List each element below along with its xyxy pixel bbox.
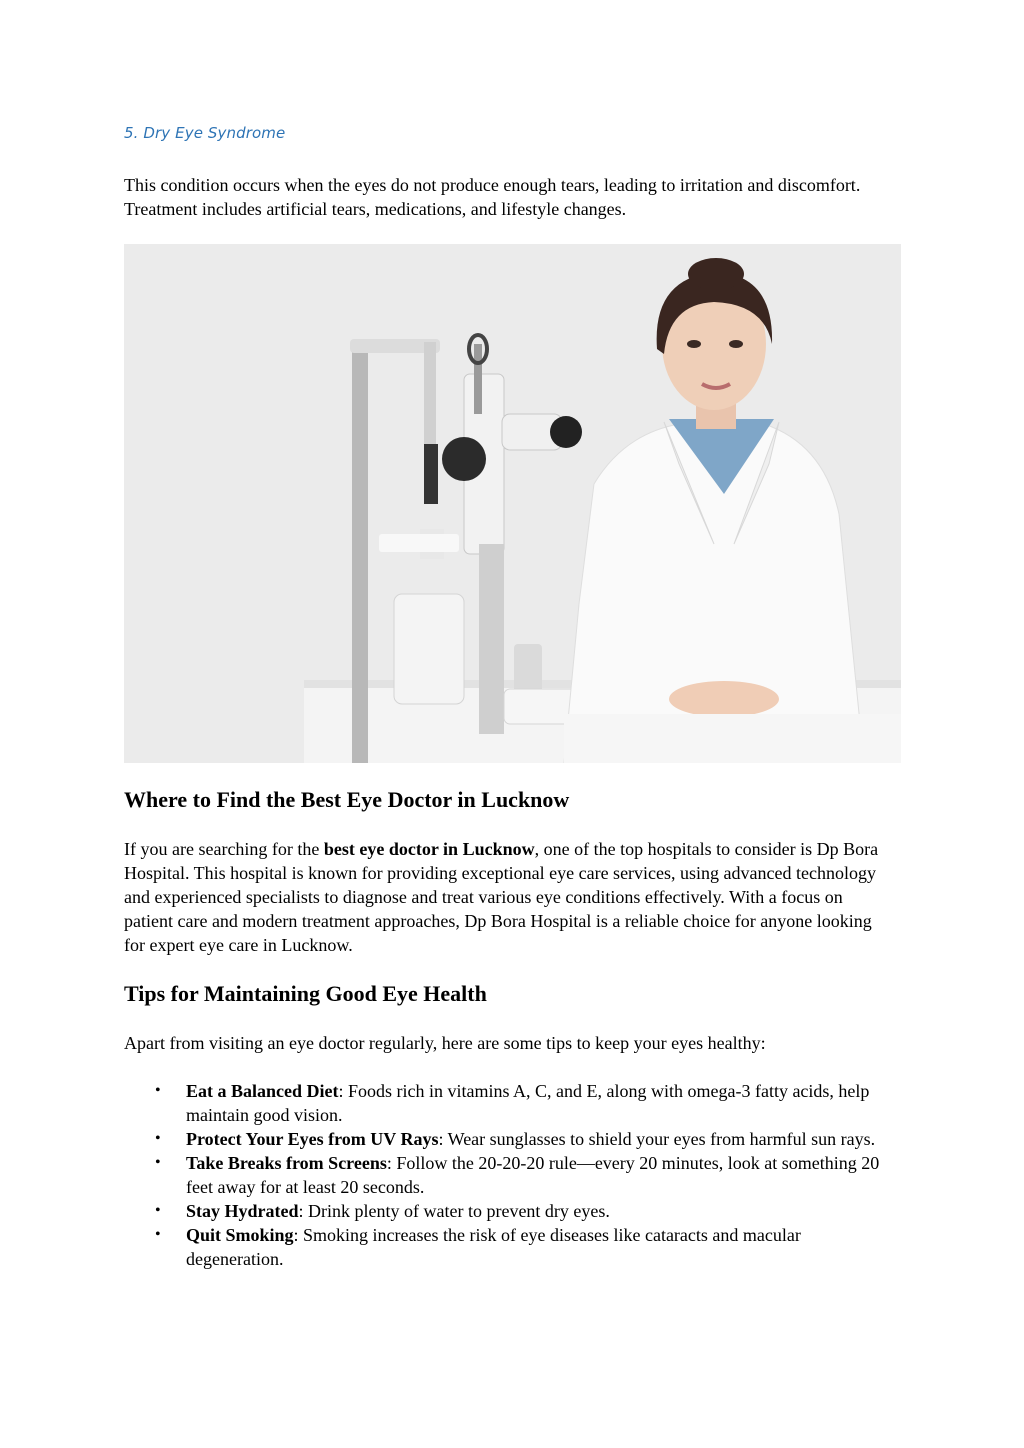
tip-text: : Smoking increases the risk of eye diseases like cataracts and macular degeneration. [186, 1225, 801, 1269]
where-intro-text: If you are searching for the [124, 839, 324, 859]
tips-heading: Tips for Maintaining Good Eye Health [124, 981, 487, 1006]
tip-text: : Foods rich in vitamins A, C, and E, along with omega-3 fatty acids, help maintain good vision. [186, 1081, 870, 1125]
list-item [124, 1079, 896, 1127]
tips-intro-paragraph: Apart from visiting an eye doctor regularly, here are some tips to keep your eyes healthy: [124, 1033, 766, 1053]
tip-text: : Drink plenty of water to prevent dry eyes. [298, 1201, 610, 1221]
tip-text: : Follow the 20-20-20 rule—every 20 minutes, look at something 20 feet away for at least 20 seconds. [186, 1153, 880, 1197]
list-item [124, 1199, 896, 1223]
tip-title: Take Breaks from Screens [186, 1153, 387, 1173]
tips-list [124, 1079, 900, 1271]
tip-title: Stay Hydrated [186, 1201, 299, 1221]
list-item [124, 1151, 896, 1199]
section-subheading: 5. Dry Eye Syndrome [124, 124, 286, 142]
tip-title: Eat a Balanced Diet [186, 1081, 339, 1101]
bullet-icon: • [155, 1226, 161, 1243]
list-item [124, 1127, 896, 1151]
bullet-icon: • [155, 1154, 161, 1171]
tip-title: Quit Smoking [186, 1225, 294, 1245]
eye-doctor-photo [124, 244, 901, 763]
dry-eye-paragraph: This condition occurs when the eyes do not produce enough tears, leading to irritation and discomfort. Treatment includes artificial tears, medications, and lifestyle changes. [124, 175, 861, 219]
best-eye-doctor-link-text: best eye doctor in Lucknow [323, 839, 535, 859]
where-to-find-paragraph [124, 837, 894, 957]
list-item [124, 1223, 896, 1271]
where-to-find-heading: Where to Find the Best Eye Doctor in Lucknow [124, 787, 570, 812]
bullet-icon: • [155, 1082, 161, 1099]
tip-title: Protect Your Eyes from UV Rays [186, 1129, 439, 1149]
where-rest-text: , one of the top hospitals to consider is Dp Bora Hospital. This hospital is known for providing exceptional eye care services, using advanced technology and experienced specialists to diagnose and treat various eye conditions effectively. With a focus on patient care and modern treatment approaches, Dp Bora Hospital is a reliable choice for anyone looking for expert eye care in Lucknow. [124, 839, 879, 955]
bullet-icon: • [155, 1130, 161, 1147]
doctor-with-slit-lamp-illustration [124, 244, 901, 763]
tip-text: : Wear sunglasses to shield your eyes from harmful sun rays. [438, 1129, 876, 1149]
bullet-icon: • [155, 1202, 161, 1219]
